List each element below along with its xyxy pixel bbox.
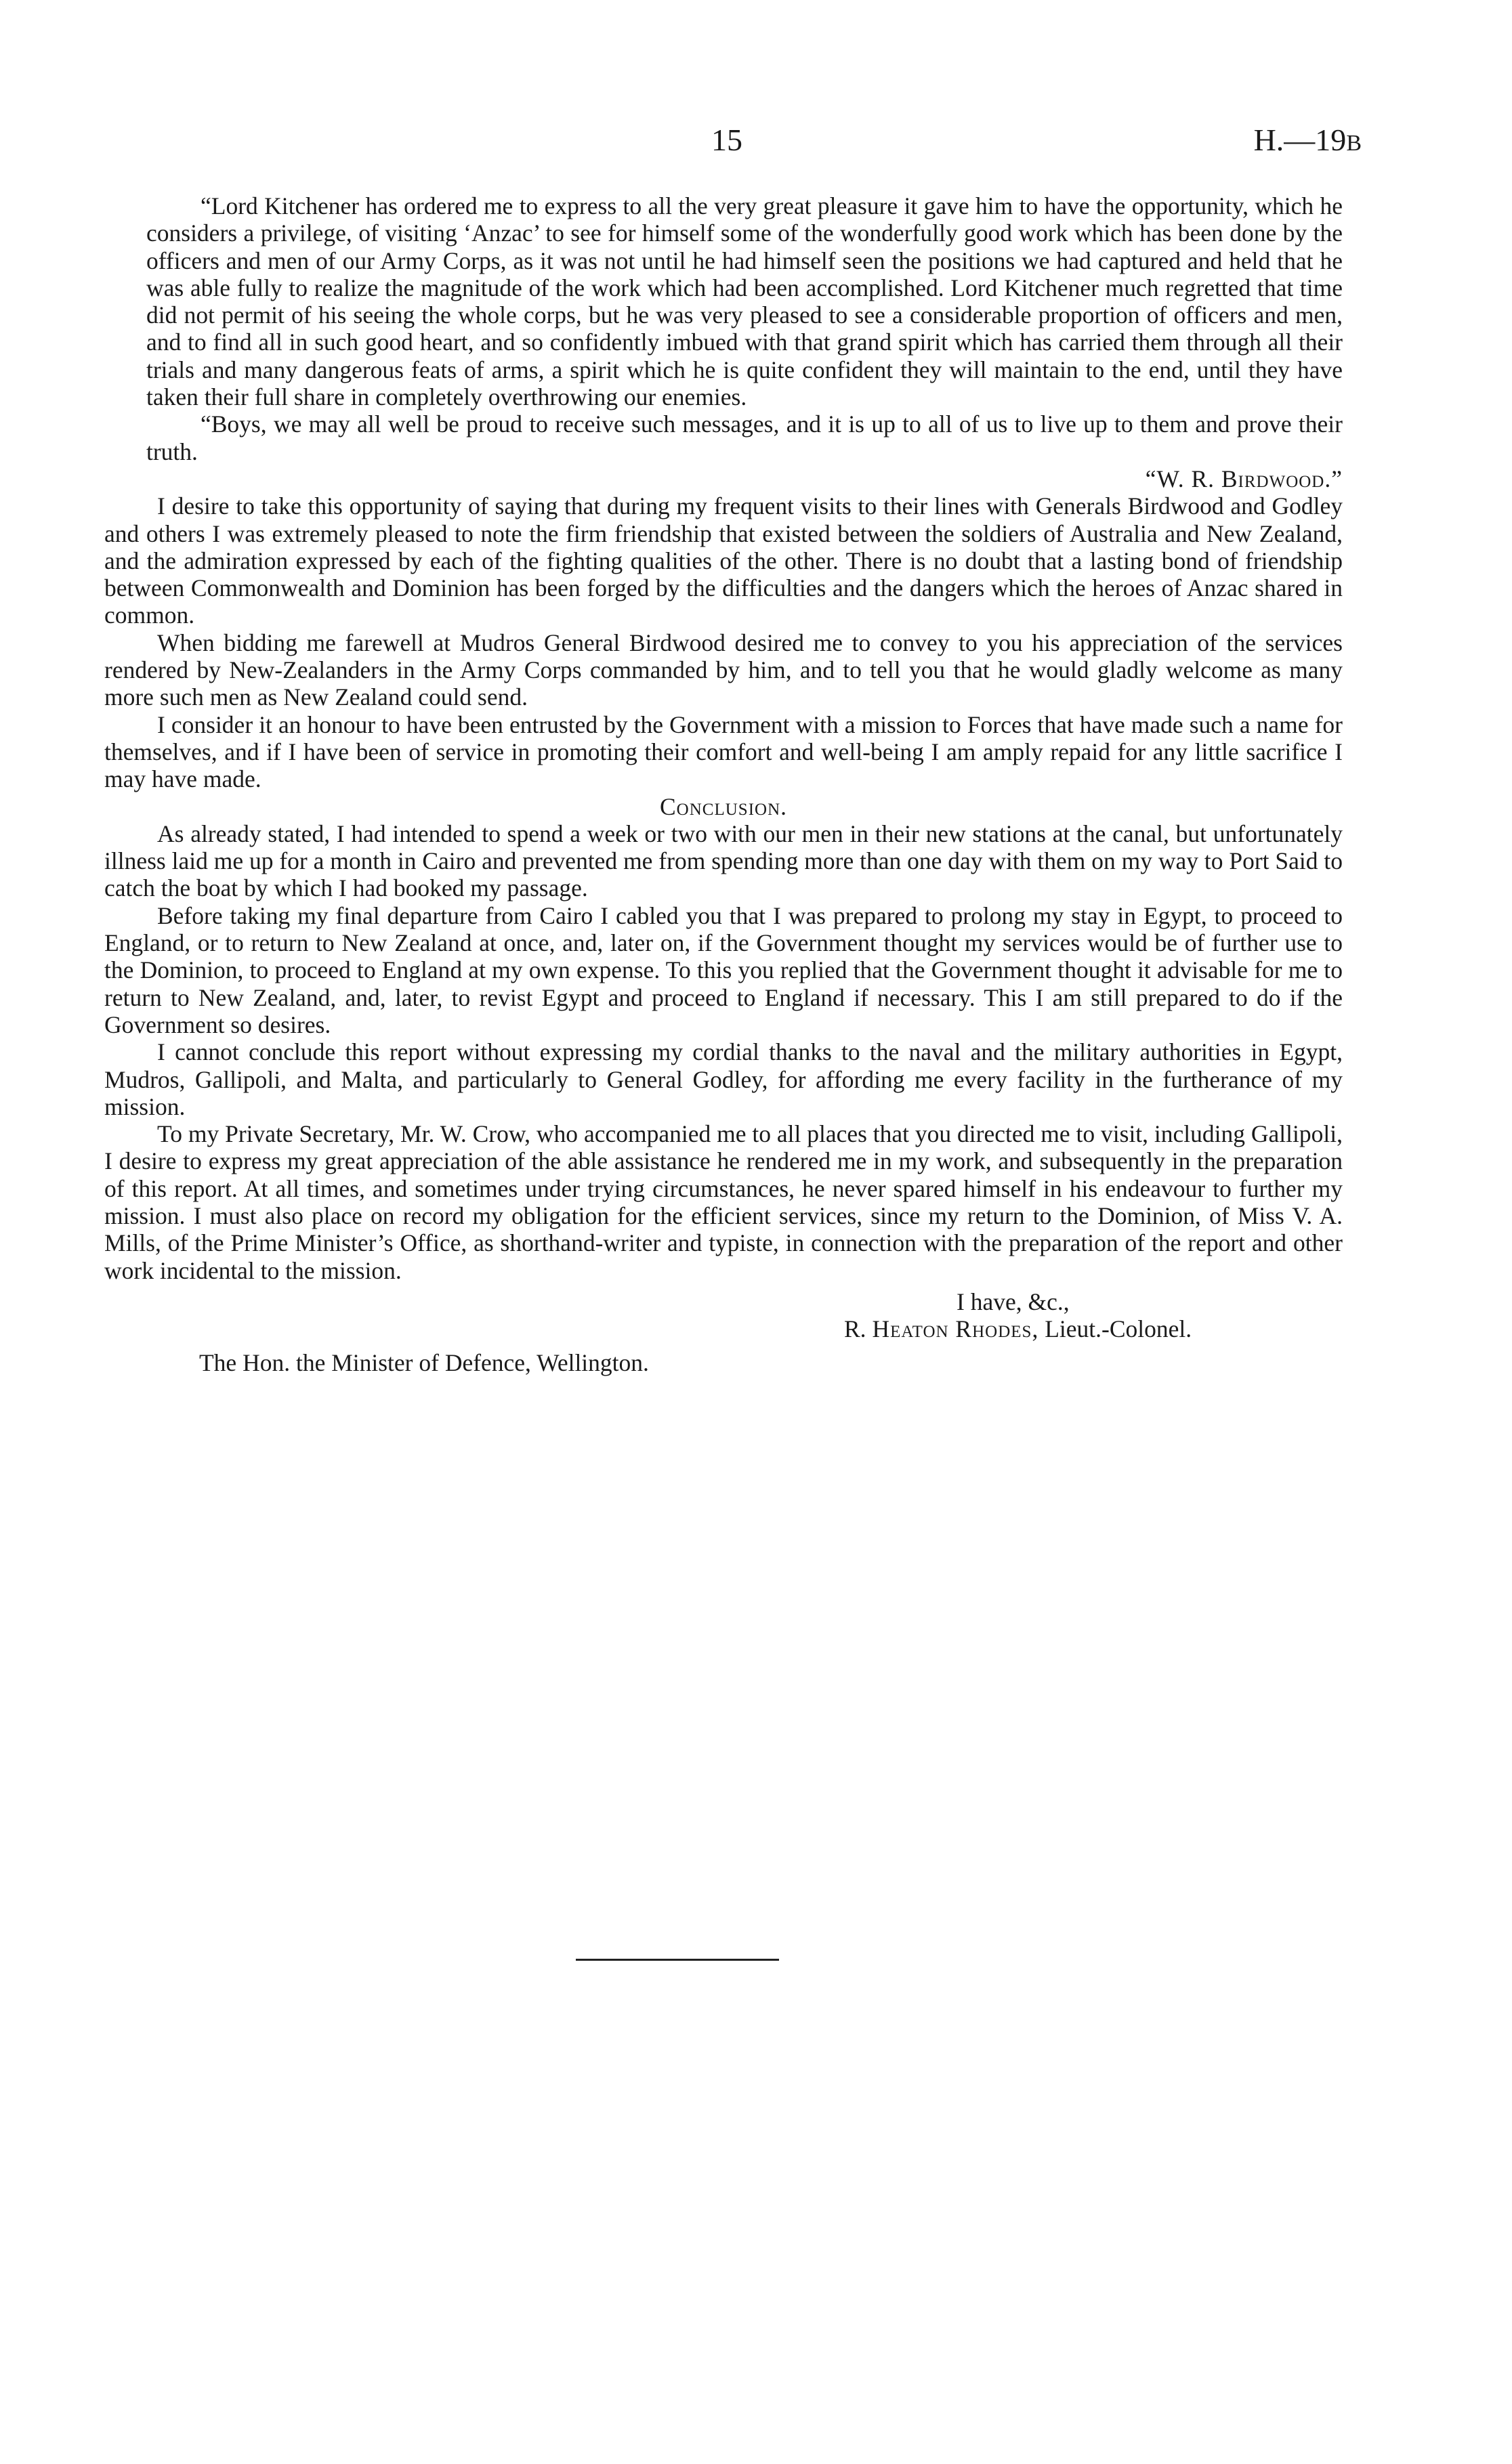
signature-block [104, 1315, 1343, 1342]
body-paragraph: To my Private Secretary, Mr. W. Crow, who accompanied me to all places that you directed me to visit, including Gallipoli, I desire to express my great appreciation of the able assistance he rendered me in my work, and subsequently in the preparation of this report. At all times, and sometimes under trying circumstances, he never spared himself in his endeavour to further my mission. I must also place on record my obligation for the efficient services, since my return to the Dominion, of Miss V. A. Mills, of the Prime Minister’s Office, as shorthand-writer and typiste, in connection with the preparation of the report and other work incidental to the mission. [104, 1120, 1343, 1284]
body-paragraph: When bidding me farewell at Mudros General Birdwood desired me to convey to you his appreciation of the services rendered by New-Zealanders in the Army Corps commanded by him, and to tell you that he would gladly welcome as many more such men as New Zealand could send. [104, 629, 1343, 711]
closing-salutation: I have, &c., [957, 1288, 1070, 1315]
signatory-rank: Lieut.-Colonel. [1045, 1315, 1192, 1343]
doc-ref-suffix: B [1346, 131, 1362, 156]
page-number: 15 [711, 123, 742, 157]
body-paragraph: Before taking my final departure from Cairo I cabled you that I was prepared to prolong my stay in Egypt, to proceed to England, or to return to New Zealand at once, and, later on, if the Government thought my services would be of further use to the Dominion, to proceed to England at my own expense. To this you replied that the Government thought it advisable for me to return to New Zealand, and, later, to revist Egypt and proceed to England if necessary. This I am still prepared to do if the Government so desires. [104, 901, 1343, 1038]
quote-paragraph: “Lord Kitchener has ordered me to express to all the very great pleasure it gave him to have the opportunity, which he considers a privilege, of visiting ‘Anzac’ to see for himself some of the wonderfully good work which has been done by the officers and men of our Army Corps, as it was not until he had himself seen the positions we had captured and held that he was able fully to realize the magnitude of the work which had been accomplished. Lord Kitchener much regretted that time did not permit of his seeing the whole corps, but he was very pleased to see a considerable proportion of officers and men, and to find all in such good heart, and so confidently imbued with that grand spirit which has carried them through all their trials and many dangerous feats of arms, a spirit which he is quite confident they will maintain to the end, until they have taken their full share in completely overthrowing our enemies. [146, 192, 1343, 411]
addressee: The Hon. the Minister of Defence, Wellington. [199, 1349, 649, 1377]
birdwood-quote [104, 192, 1343, 492]
section-heading-conclusion: Conclusion. [660, 792, 787, 820]
document-reference [1254, 122, 1362, 158]
quote-paragraph: “Boys, we may all well be proud to receive such messages, and it is up to all of us to live up to them and prove their truth. [146, 410, 1343, 465]
body-paragraph: I desire to take this opportunity of saying that during my frequent visits to their lines with Generals Birdwood and Godley and others I was extremely pleased to note the firm friendship that existed between the soldiers of Australia and New Zealand, and the admiration expressed by each of the fighting qualities of the other. There is no doubt that a lasting bond of friendship between Commonwealth and Dominion has been forged by the difficulties and the dangers which the heroes of Anzac shared in common. [104, 492, 1343, 629]
doc-ref-main: H.—19 [1253, 123, 1347, 157]
signatory-initial: R. [844, 1315, 866, 1343]
end-rule [576, 1959, 779, 1961]
body-text [104, 192, 1343, 1377]
body-paragraph: I consider it an honour to have been entrusted by the Government with a mission to Forces that have made such a name for themselves, and if I have been of service in promoting their comfort and well-being I am amply repaid for any little sacrifice I may have made. [104, 710, 1343, 793]
page-header [102, 122, 1362, 163]
body-paragraph: As already stated, I had intended to spend a week or two with our men in their new stations at the canal, but unfortunately illness laid me up for a month in Cairo and prevented me from spending more than one day with them on my way to Port Said to catch the boat by which I had booked my passage. [104, 820, 1343, 902]
signatory-name: Heaton Rhodes, [872, 1315, 1039, 1343]
body-paragraph: I cannot conclude this report without expressing my cordial thanks to the naval and the military authorities in Egypt, Mudros, Gallipoli, and Malta, and particularly to General Godley, for affording me every facility in the furtherance of my mission. [104, 1038, 1343, 1120]
quote-signature: “W. R. Birdwood.” [1145, 465, 1343, 492]
